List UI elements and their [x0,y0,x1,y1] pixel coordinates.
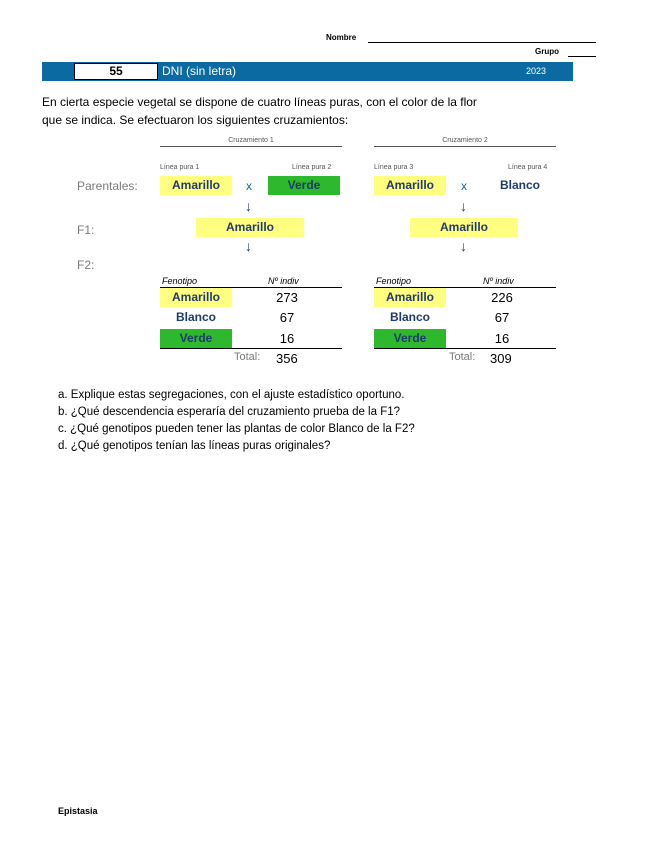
divider [160,146,342,147]
total-label: Total: [234,351,261,363]
cross-symbol: x [461,179,467,193]
parent-b: Verde [268,176,340,195]
exercise-number: 55 [74,63,158,80]
line-a-label: Línea pura 3 [374,164,414,171]
year: 2023 [526,66,547,76]
parent-a: Amarillo [160,176,232,195]
table-row-count: 16 [279,331,295,346]
nombre-field[interactable] [368,42,596,43]
table-row-phenotype: Amarillo [160,288,232,307]
parent-b: Blanco [499,178,540,192]
cross-title: Cruzamiento 2 [442,137,488,144]
table-row-phenotype: Verde [160,329,232,348]
arrow-down-icon: ↓ [245,198,252,214]
question-c: c. ¿Qué genotipos pueden tener las plantas de color Blanco de la F2? [58,423,415,435]
intro-line-2: que se indica. Se efectuaron los siguientes cruzamientos: [42,113,349,127]
col-fenotipo: Fenotipo [162,276,198,286]
f1-label: F1: [77,223,95,237]
line-b-label: Línea pura 4 [508,164,548,171]
line-b-label: Línea pura 2 [292,164,332,171]
cross-title: Cruzamiento 1 [228,137,274,144]
total-label: Total: [449,351,476,363]
line-a-label: Línea pura 1 [160,164,200,171]
table-row-phenotype: Blanco [389,310,430,324]
f2-label: F2: [77,258,95,272]
f1-phenotype: Amarillo [410,218,518,237]
col-n-indiv: Nº indiv [483,276,514,286]
grupo-field[interactable] [568,56,596,57]
dni-label: DNI (sin letra) [162,64,237,78]
table-bottom-line [160,348,342,349]
arrow-down-icon: ↓ [460,238,467,254]
col-n-indiv: Nº indiv [268,276,299,286]
f1-phenotype: Amarillo [196,218,304,237]
grupo-label: Grupo [535,47,559,56]
col-fenotipo: Fenotipo [376,276,412,286]
question-d: d. ¿Qué genotipos tenían las líneas puras originales? [58,440,331,452]
table-row-count: 273 [276,290,298,305]
intro-line-1: En cierta especie vegetal se dispone de cuatro líneas puras, con el color de la flor [42,95,477,109]
arrow-down-icon: ↓ [460,198,467,214]
question-b: b. ¿Qué descendencia esperaría del cruzamiento prueba de la F1? [58,406,401,418]
table-row-count: 226 [491,290,513,305]
nombre-label: Nombre [326,33,357,42]
table-row-phenotype: Amarillo [374,288,446,307]
question-a: a. Explique estas segregaciones, con el ajuste estadístico oportuno. [58,389,405,401]
table-row-phenotype: Blanco [175,310,216,324]
footer-topic: Epistasia [58,806,98,816]
table-row-phenotype: Verde [374,329,446,348]
table-row-count: 16 [494,331,510,346]
cross-symbol: x [246,179,252,193]
arrow-down-icon: ↓ [245,238,252,254]
divider [374,146,556,147]
total-value: 309 [490,351,512,366]
table-bottom-line [374,348,556,349]
parentales-label: Parentales: [77,179,138,193]
total-value: 356 [276,351,298,366]
table-row-count: 67 [494,310,510,325]
parent-a: Amarillo [374,176,446,195]
table-row-count: 67 [279,310,295,325]
